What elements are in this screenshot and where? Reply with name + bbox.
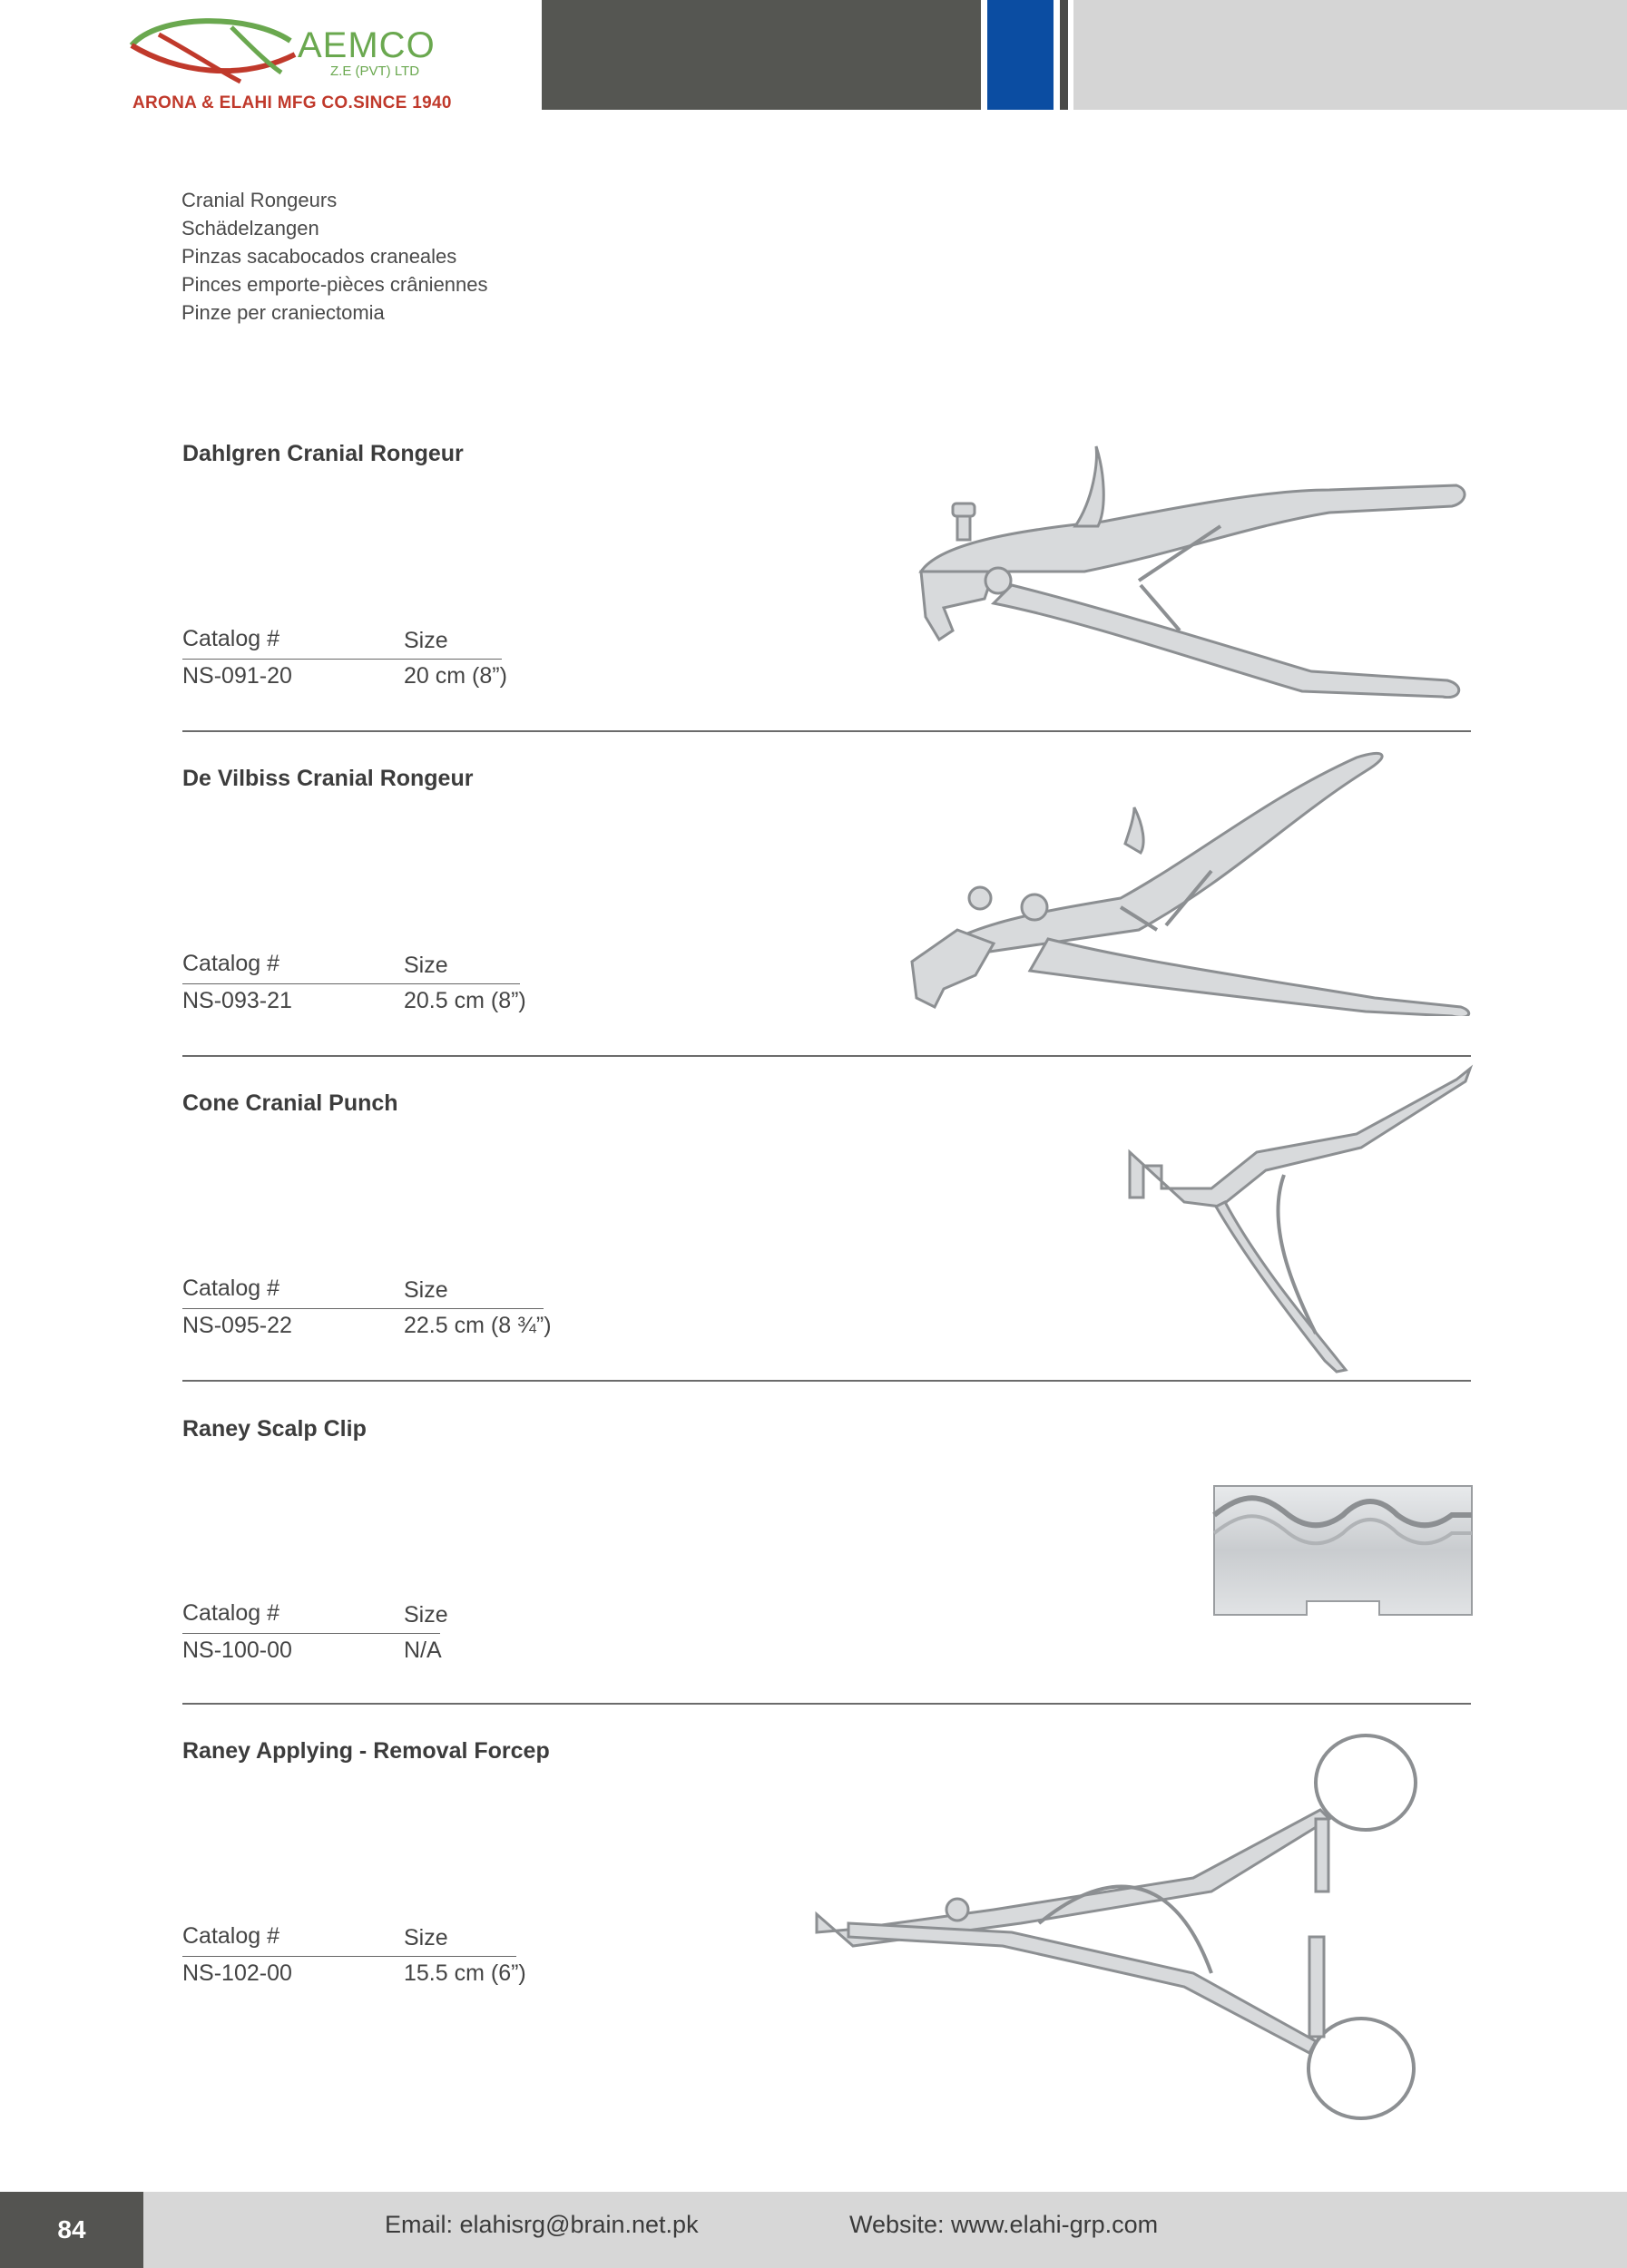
section-divider — [182, 1380, 1471, 1382]
header-bar-blue — [987, 0, 1054, 110]
footer-website[interactable]: Website: www.elahi-grp.com — [849, 2211, 1159, 2238]
footer-email[interactable]: Email: elahisrg@brain.net.pk — [385, 2211, 699, 2238]
size-header: Size — [404, 1925, 448, 1950]
table-rule — [182, 1308, 544, 1309]
catalog-number: NS-102-00 — [182, 1960, 292, 1986]
catalog-number: NS-100-00 — [182, 1637, 292, 1663]
catalog-header: Catalog # — [182, 951, 280, 976]
size-header: Size — [404, 1277, 448, 1303]
table-rule — [182, 1956, 516, 1957]
category-name-it: Pinze per craniectomia — [181, 301, 385, 324]
catalog-header: Catalog # — [182, 1276, 280, 1301]
size-value: 20.5 cm (8”) — [404, 988, 526, 1013]
catalog-header: Catalog # — [182, 626, 280, 651]
category-name-es: Pinzas sacabocados craneales — [181, 245, 457, 268]
brand-name: AEMCO — [298, 25, 436, 65]
size-value: N/A — [404, 1637, 442, 1663]
footer-bar — [0, 2192, 1627, 2268]
rongeur-icon — [903, 744, 1475, 1016]
scalp-clip-icon — [1207, 1479, 1479, 1619]
size-value: 15.5 cm (6”) — [404, 1960, 526, 1986]
header-bar-light — [1073, 0, 1627, 110]
category-names — [181, 186, 488, 327]
header-bar-thin — [1060, 0, 1068, 110]
section-divider — [182, 1055, 1471, 1057]
section-divider — [182, 730, 1471, 732]
brand-sub: Z.E (PVT) LTD — [330, 64, 420, 79]
brand-tagline: ARONA & ELAHI MFG CO.SINCE 1940 — [132, 93, 452, 112]
size-header: Size — [404, 628, 448, 653]
size-value: 22.5 cm (8 ¾”) — [404, 1313, 552, 1338]
category-name-en: Cranial Rongeurs — [181, 189, 338, 211]
product-title: Raney Scalp Clip — [182, 1416, 367, 1442]
catalog-number: NS-093-21 — [182, 988, 292, 1013]
category-name-de: Schädelzangen — [181, 217, 319, 240]
product-title: Cone Cranial Punch — [182, 1090, 398, 1116]
catalog-number: NS-091-20 — [182, 663, 292, 689]
punch-icon — [1121, 1061, 1475, 1374]
size-value: 20 cm (8”) — [404, 663, 507, 689]
section-divider — [182, 1703, 1471, 1705]
product-title: Raney Applying - Removal Forcep — [182, 1738, 550, 1764]
page-number: 84 — [0, 2192, 143, 2268]
table-rule — [182, 659, 502, 660]
category-name-fr: Pinces emporte-pièces crâniennes — [181, 273, 488, 296]
size-header: Size — [404, 953, 448, 978]
header-bar-dark — [542, 0, 981, 110]
table-rule — [182, 1633, 440, 1634]
size-header: Size — [404, 1602, 448, 1628]
rongeur-icon — [903, 435, 1475, 699]
catalog-number: NS-095-22 — [182, 1313, 292, 1338]
catalog-header: Catalog # — [182, 1923, 280, 1949]
product-title: De Vilbiss Cranial Rongeur — [182, 766, 474, 791]
product-title: Dahlgren Cranial Rongeur — [182, 441, 464, 466]
table-rule — [182, 983, 520, 984]
catalog-header: Catalog # — [182, 1600, 280, 1626]
forcep-icon — [812, 1728, 1475, 2123]
